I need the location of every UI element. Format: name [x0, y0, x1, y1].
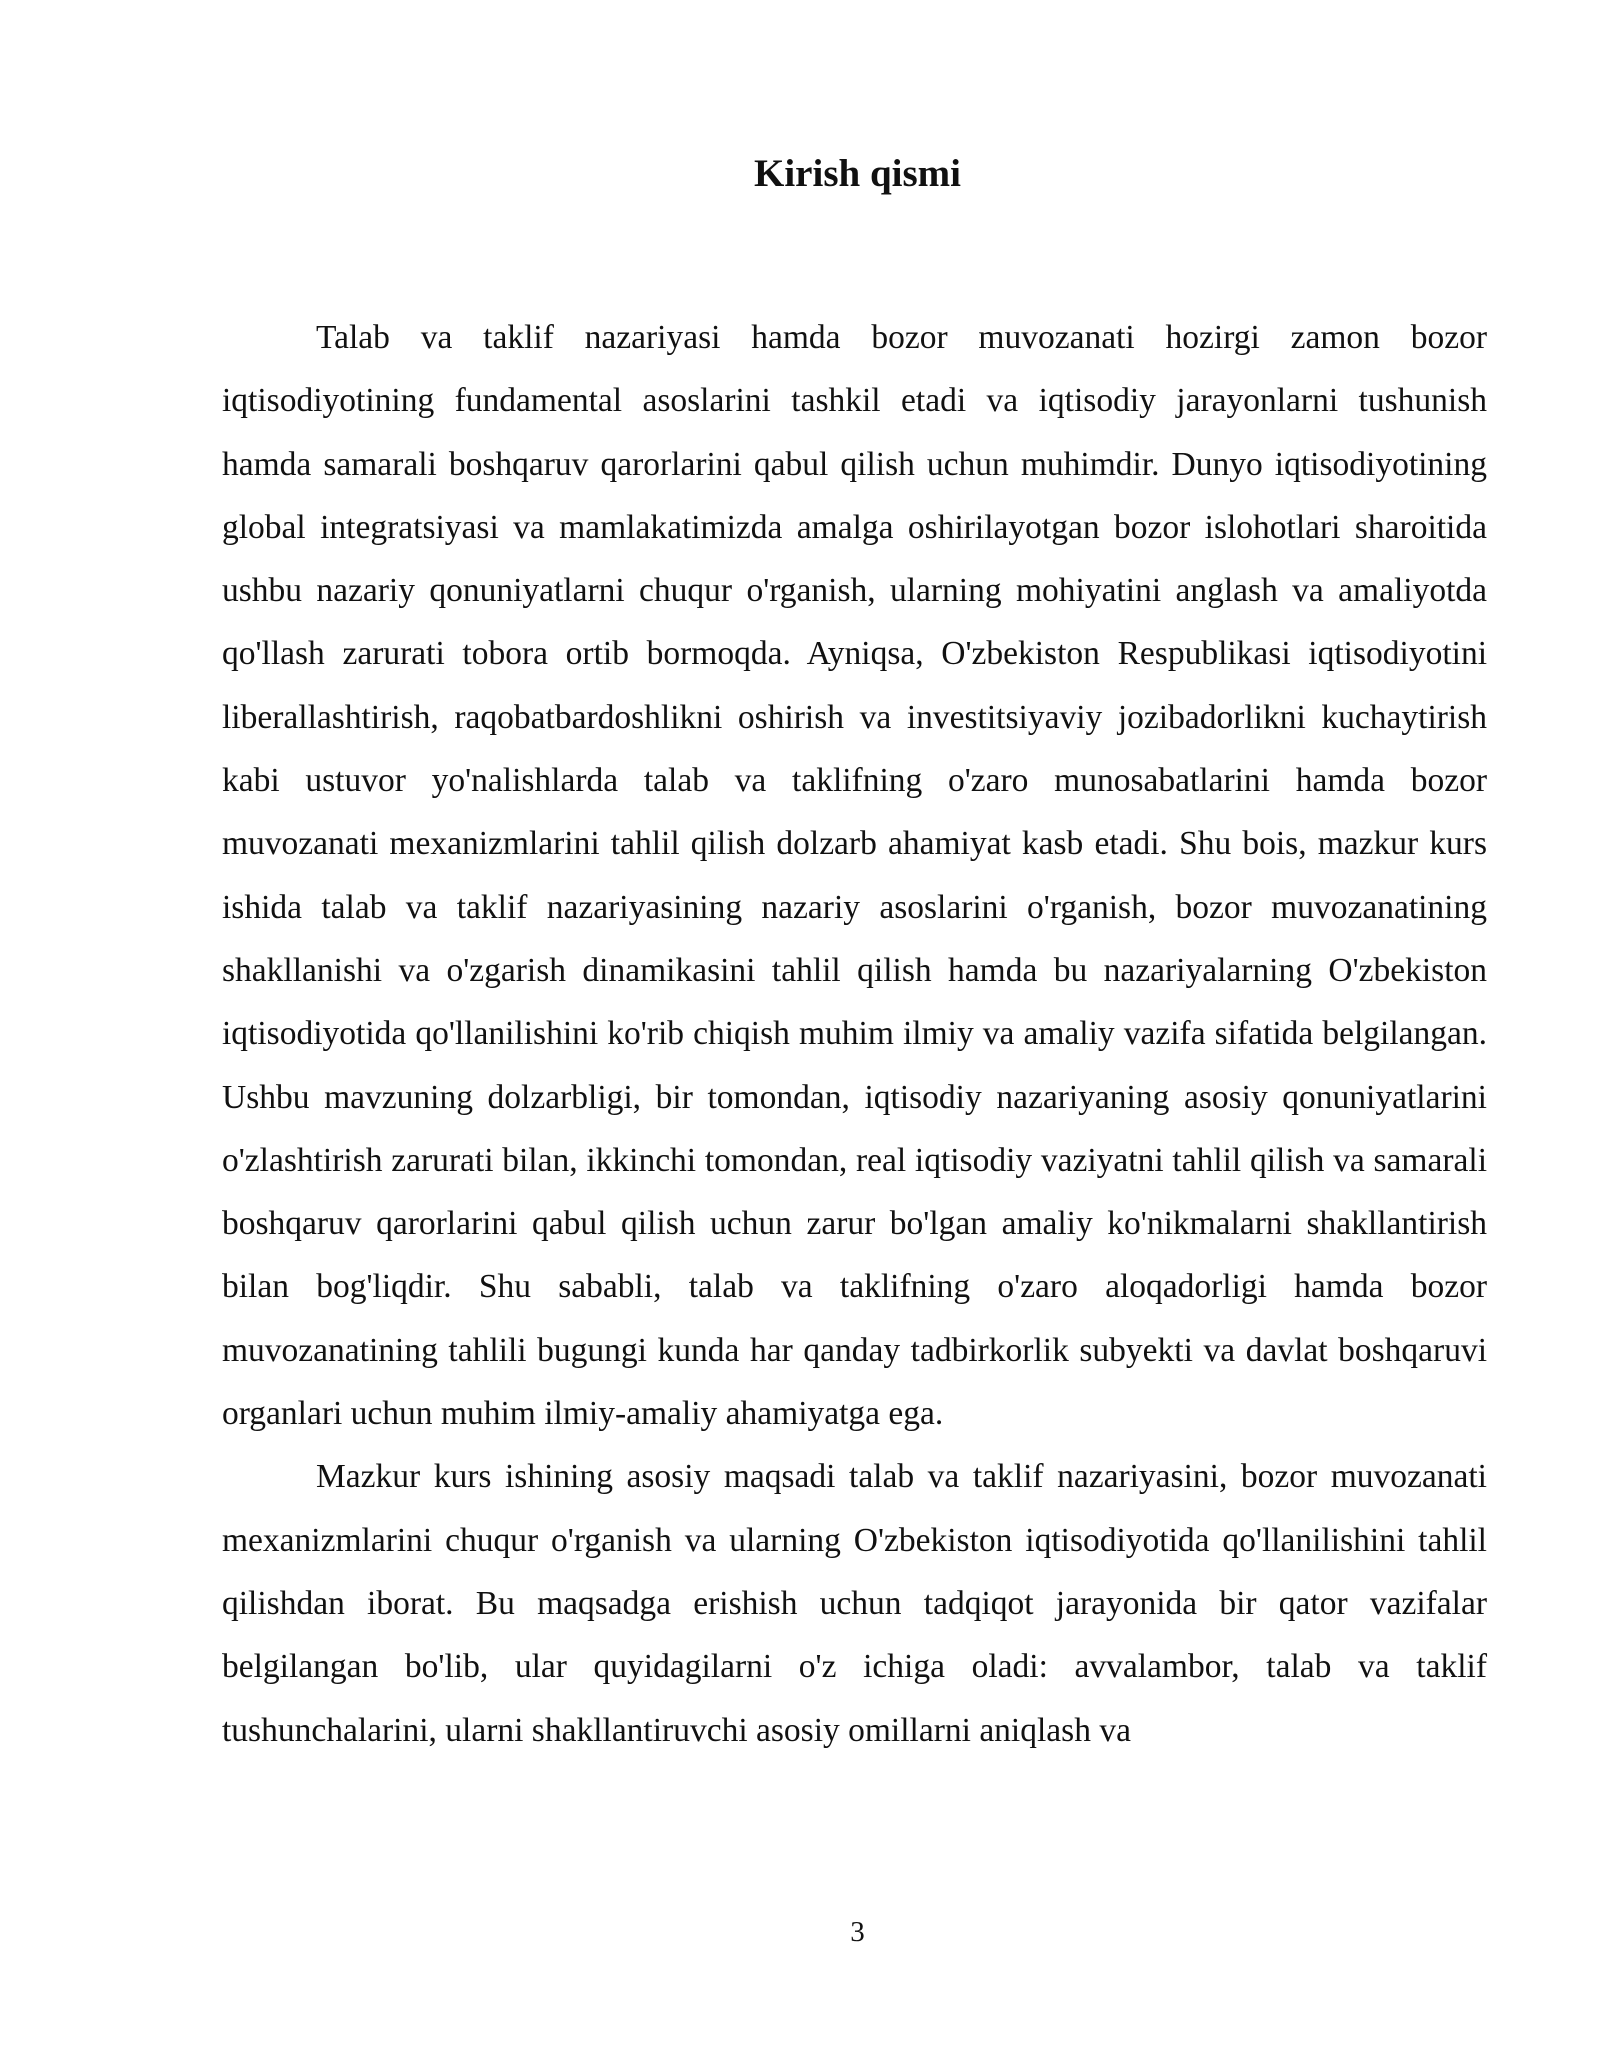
paragraph-2: Mazkur kurs ishining asosiy maqsadi talab va taklif nazariyasini, bozor muvozanati mexanizmlarini chuqur o'rganish va ularning O'zbekiston iqtisodiyotida qo'llanilishini tahlil qilishdan iborat. Bu maqsadga erishish uchun tadqiqot jarayonida bir qator vazifalar belgilangan bo'lib, ular quyidagilarni o'z ichiga oladi: avvalambor, talab va taklif tushunchalarini, ularni shakllantiruvchi asosiy omillarni aniqlash va: [222, 1458, 1487, 1749]
paragraph-1: Talab va taklif nazariyasi hamda bozor muvozanati hozirgi zamon bozor iqtisodiyotining fundamental asoslarini tashkil etadi va iqtisodiy jarayonlarni tushunish hamda samarali boshqaruv qarorlarini qabul qilish uchun muhimdir. Dunyo iqtisodiyotining global integratsiyasi va mamlakatimizda amalga oshirilayotgan bozor islohotlari sharoitida ushbu nazariy qonuniyatlarni chuqur o'rganish, ularning mohiyatini anglash va amaliyotda qo'llash zarurati tobora ortib bormoqda. Ayniqsa, O'zbekiston Respublikasi iqtisodiyotini liberallashtirish, raqobatbardoshlikni oshirish va investitsiyaviy jozibadorlikni kuchaytirish kabi ustuvor yo'nalishlarda talab va taklifning o'zaro munosabatlarini hamda bozor muvozanati mexanizmlarini tahlil qilish dolzarb ahamiyat kasb etadi. Shu bois, mazkur kurs ishida talab va taklif nazariyasining nazariy asoslarini o'rganish, bozor muvozanatining shakllanishi va o'zgarish dinamikasini tahlil qilish hamda bu nazariyalarning O'zbekiston iqtisodiyotida qo'llanilishini ko'rib chiqish muhim ilmiy va amaliy vazifa sifatida belgilangan. Ushbu mavzuning dolzarbligi, bir tomondan, iqtisodiy nazariyaning asosiy qonuniyatlarini o'zlashtirish zarurati bilan, ikkinchi tomondan, real iqtisodiy vaziyatni tahlil qilish va samarali boshqaruv qarorlarini qabul qilish uchun zarur bo'lgan amaliy ko'nikmalarni shakllantirish bilan bog'liqdir. Shu sababli, talab va taklifning o'zaro aloqadorligi hamda bozor muvozanatining tahlili bugungi kunda har qanday tadbirkorlik subyekti va davlat boshqaruvi organlari uchun muhim ilmiy-amaliy ahamiyatga ega.: [222, 319, 1487, 1433]
page-title: Kirish qismi: [754, 152, 961, 195]
page-number: 3: [850, 1916, 865, 1948]
document-body: [222, 306, 1487, 1762]
